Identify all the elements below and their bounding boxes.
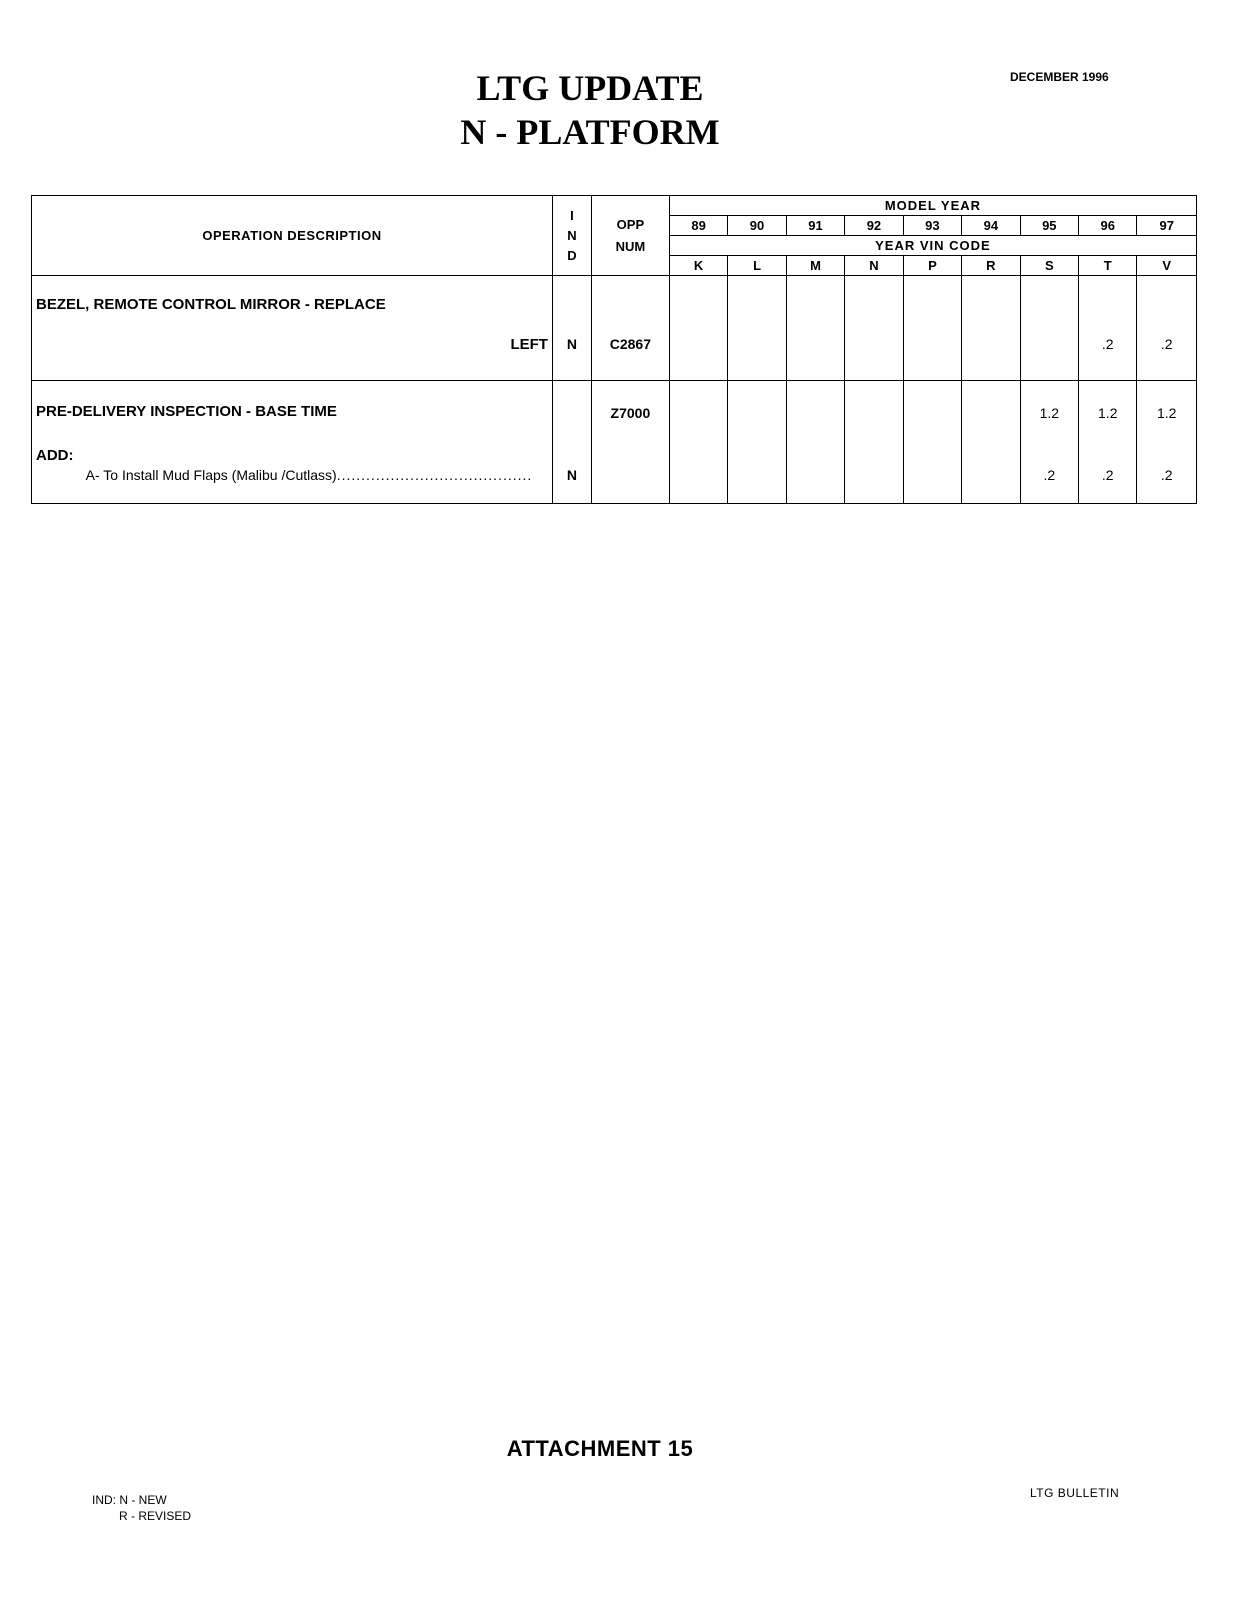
year-96: 96	[1079, 216, 1137, 236]
vin-l: L	[728, 256, 786, 276]
title-line-1: LTG UPDATE	[476, 68, 704, 108]
value-cell	[728, 276, 786, 381]
vin-r: R	[962, 256, 1020, 276]
value-cell	[962, 381, 1020, 504]
title-line-2: N - PLATFORM	[460, 112, 720, 152]
header-year-vin-code: YEAR VIN CODE	[669, 236, 1196, 256]
year-90: 90	[728, 216, 786, 236]
vin-t: T	[1079, 256, 1137, 276]
value-cell: 1.2 .2	[1137, 381, 1197, 504]
year-89: 89	[669, 216, 727, 236]
legend-revised: R - REVISED	[119, 1509, 192, 1523]
ind-cell: N	[552, 381, 591, 504]
add-label: ADD:	[36, 447, 74, 464]
value-cell	[786, 276, 844, 381]
value-cell: 1.2 .2	[1079, 381, 1137, 504]
operation-cell	[32, 276, 553, 381]
document-date: DECEMBER 1996	[1010, 70, 1109, 84]
vin-k: K	[669, 256, 727, 276]
value-cell	[786, 381, 844, 504]
document-title	[400, 66, 780, 154]
value-cell	[903, 381, 961, 504]
vin-m: M	[786, 256, 844, 276]
labor-time-table	[31, 195, 1197, 504]
value-cell	[845, 276, 903, 381]
header-operation-description: OPERATION DESCRIPTION	[32, 196, 553, 276]
year-91: 91	[786, 216, 844, 236]
value-cell: 1.2 .2	[1020, 381, 1078, 504]
operation-title: BEZEL, REMOTE CONTROL MIRROR - REPLACE	[36, 296, 386, 313]
vin-n: N	[845, 256, 903, 276]
ind-legend	[92, 1492, 191, 1524]
value-cell	[962, 276, 1020, 381]
opp-num-cell: Z7000	[591, 381, 669, 504]
table-row	[32, 276, 1197, 381]
year-92: 92	[845, 216, 903, 236]
value-cell	[728, 381, 786, 504]
table-row	[32, 381, 1197, 504]
operation-cell	[32, 381, 553, 504]
value-cell: .2	[1079, 276, 1137, 381]
year-94: 94	[962, 216, 1020, 236]
opp-num-cell: C2867	[591, 276, 669, 381]
year-93: 93	[903, 216, 961, 236]
add-item: A- To Install Mud Flaps (Malibu /Cutlass)........................................	[85, 467, 533, 483]
value-cell: .2	[1137, 276, 1197, 381]
value-cell	[845, 381, 903, 504]
header-opp-num: OPP NUM	[591, 196, 669, 276]
header-model-year: MODEL YEAR	[669, 196, 1196, 216]
vin-s: S	[1020, 256, 1078, 276]
value-cell	[903, 276, 961, 381]
year-97: 97	[1137, 216, 1197, 236]
vin-p: P	[903, 256, 961, 276]
legend-new: IND: N - NEW	[92, 1493, 167, 1507]
year-95: 95	[1020, 216, 1078, 236]
operation-title: PRE-DELIVERY INSPECTION - BASE TIME	[36, 403, 337, 420]
operation-sub-label: LEFT	[510, 336, 548, 353]
ind-cell: N	[552, 276, 591, 381]
attachment-label: ATTACHMENT 15	[506, 1436, 694, 1461]
vin-v: V	[1137, 256, 1197, 276]
header-ind: I N D	[552, 196, 591, 276]
value-cell	[669, 381, 727, 504]
value-cell	[669, 276, 727, 381]
value-cell	[1020, 276, 1078, 381]
bulletin-label: LTG BULLETIN	[1030, 1486, 1120, 1500]
